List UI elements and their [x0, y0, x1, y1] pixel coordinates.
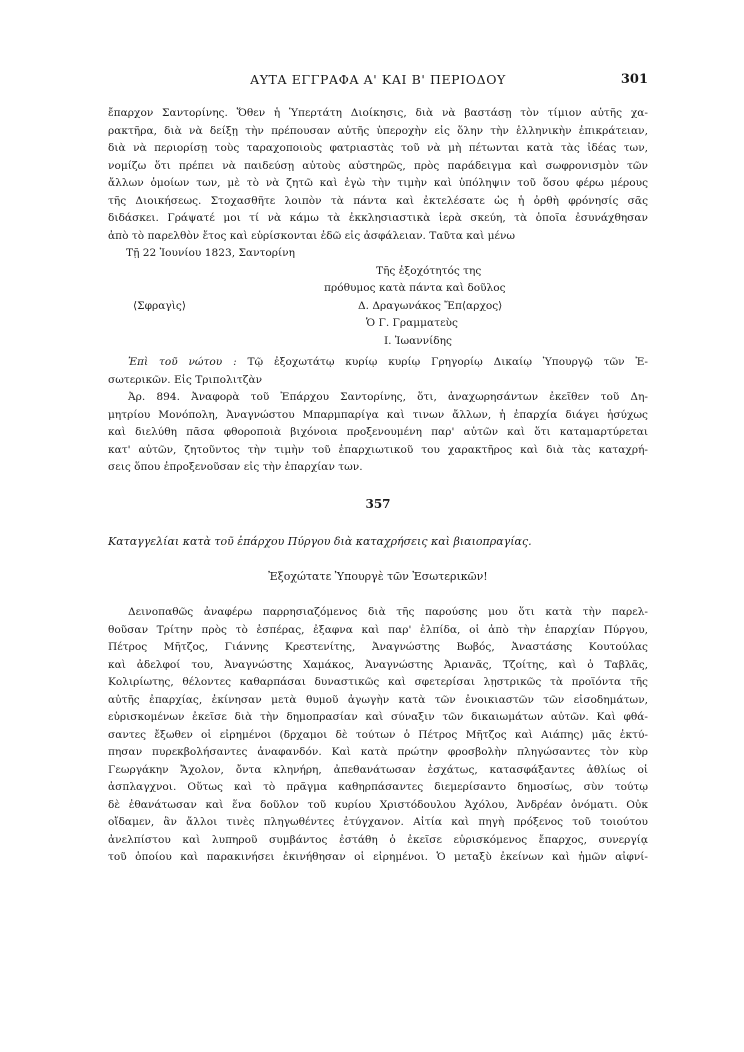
- letter-body: [108, 104, 648, 244]
- document-number: 357: [365, 497, 391, 511]
- body-line: δὲ ἐθανάτωσαν καὶ ἕνα δοῦλον τοῦ κυρίου Χριστόδουλου Ἀχόλου, Ἀνδρέαν ὀνόματι. Οὐκ: [108, 798, 648, 811]
- body-line: οἴδαμεν, ἂν ἄλλοι τινὲς πληγωθέντες ἐτύγχανον. Αἰτία καὶ πηγὴ πρόξενος τοῦ τοιούτου: [108, 816, 648, 828]
- address-line: [128, 353, 648, 371]
- salutation: Ἐξοχώτατε Ὑπουργὲ τῶν Ἐσωτερικῶν!: [268, 570, 488, 583]
- signatory: Δ. Δραγωνάκος Ἔπ⟨αρχος⟩: [358, 299, 503, 312]
- body-line: θοῦσαν Τρίτην πρὸς τὸ ἑσπέρας, ἐξαφνα καὶ παρ' ἐλπίδα, οἱ ἀπὸ τὴν ἐπαρχίαν Πύργου,: [108, 623, 648, 636]
- body-line: αὐτῆς ἐπαρχίας, ἐκίνησαν μετὰ θυμοῦ ἀγωγὴν κατὰ τῶν ἐνοικιαστῶν τῶν εἰσοδημάτων,: [108, 693, 648, 706]
- body-line: εὑρισκομένων ἐκεῖσε διὰ τὴν δημοπρασίαν καὶ σύναξιν τῶν δικαιωμάτων αὐτῶν. Καὶ φθά-: [108, 711, 648, 723]
- body-line: διδάσκει. Γράψατέ μοι τί νὰ κάμω τὰ ἐκκλησιαστικὰ ἱερὰ σκεύη, τὰ ὁποῖα ἐσυνάχθησαν: [108, 212, 648, 224]
- summary-line: κατ' αὐτῶν, ζητοῦντος τὴν τιμὴν τοῦ ἐπαρχιωτικοῦ του χαρακτῆρος καὶ διὰ τὰς καταχρή-: [108, 443, 648, 456]
- body-line: ἔπαρχον Σαντορίνης. Ὅθεν ἡ Ὑπερτάτη Διοίκησις, διὰ νὰ βαστάσῃ τὸν τίμιον αὐτῆς χα-: [108, 107, 648, 119]
- address-note: [108, 353, 648, 393]
- body-line: ἀσπλαγχνοι. Οὕτως καὶ τὸ πρᾶγμα καθηρπάσαντες διεμερίσαντο δημοσίως, σὺν τούτῳ: [108, 781, 648, 793]
- page-header: [108, 72, 648, 92]
- summary-line: σεις ὅπου ἐπροξενοῦσαν εἰς τὴν ἐπαρχίαν των.: [108, 461, 363, 473]
- body-line: Δεινοπαθῶς ἀναφέρω παρρησιαζόμενος διὰ τῆς παρούσης μου ὅτι κατὰ τὴν παρελ-: [128, 606, 648, 618]
- body-line: Πέτρος Μῆτζος, Γιάννης Κρεστενίτης, Ἀναγνώστης Βωβός, Ἀναστάσης Κουτούλας: [108, 641, 648, 653]
- body-line: τῆς Διοικήσεως. Στοχασθῆτε λοιπὸν τὰ πάντα καὶ ἐκτελέσατε ὡς ἡ ὀρθὴ φρόνησίς σᾶς: [108, 194, 648, 207]
- body-line: σαντες ἔξωθεν οἱ εἰρημένοι (δρχαμοι δὲ τούτων ὁ Πέτρος Μῆτζος καὶ Αιάπης) μᾶς ἐκτύ-: [108, 728, 648, 741]
- summary-line: Ἀρ. 894. Ἀναφορὰ τοῦ Ἐπάρχου Σαντορίνης, ὅτι, ἀναχωρησάντων ἐκεῖθεν τοῦ Δη-: [128, 391, 648, 403]
- summary-line: μητρίου Μονόπολη, Ἀναγνώστου Μπαρμπαρίγα καὶ τινων ἄλλων, ἡ ἐπαρχία διάγει ἡσύχως: [108, 408, 648, 421]
- running-title: ΑΥΤΑ ΕΓΓΡΑΦΑ Α' ΚΑΙ Β' ΠΕΡΙΟΔΟΥ: [250, 72, 506, 87]
- body-line: πησαν πυρεκβολήσαντες ἀναφανδόν. Καὶ κατὰ πρώτην φροσβολὴν πληγώσαντες τὸν κὺρ: [108, 746, 648, 758]
- closing-line: πρόθυμος κατὰ πάντα καὶ δοῦλος: [324, 282, 506, 294]
- body-line: ἄλλων ὁμοίων των, μὲ τὸ νὰ ζητῶ καὶ ἐγὼ τὴν τιμὴν καὶ ὑπόληψιν τοῦ ὅσου φέρω μέρους: [108, 177, 648, 189]
- signatory: Ὁ Γ. Γραμματεὺς: [366, 317, 458, 329]
- body-line: νομίζω ὅτι πρέπει νὰ παιδεύσῃ αὐτοὺς αὐστηρῶς, πρὸς παράδειγμα καὶ σωφρονισμὸν τῶν: [108, 159, 648, 172]
- body-line: ἀπὸ τὸ παρελθὸν ἔτος καὶ εὑρίσκονται ἐδῶ εἰς ἀσφάλειαν. Ταῦτα καὶ μένω: [108, 229, 516, 242]
- body-line: Κολιρίωτης, θέλοντες καθαρπάσαι δυναστικῶς καὶ σφετερίσαι λῃστρικῶς τὰ προϊόντα τῆς: [108, 676, 648, 688]
- body-line: ἀνελπίστου καὶ λυπηροῦ συμβάντος ἐστάθη ὁ ἐκεῖσε εὑρισκόμενος ἔπαρχος, συνεργίᾳ: [108, 833, 648, 846]
- document-title: Καταγγελίαι κατὰ τοῦ ἐπάρχου Πύργου διὰ καταχρήσεις καὶ βιαιοπραγίας.: [108, 535, 532, 548]
- summary-line: καὶ διελύθη πᾶσα φθοροποιὰ βιχόνοια προξενουμένη παρ' αὐτῶν καὶ ὅτι καταμαρτύρεται: [108, 426, 648, 438]
- signatory: Ι. Ἰωαννίδης: [384, 334, 452, 347]
- body-line: τοῦ ὁποίου καὶ παρακινήσει ἐκινήθησαν οἱ εἰρημένοι. Ὁ μεταξὺ ἐκείνων καὶ ἡμῶν αἰφνί-: [108, 851, 648, 863]
- date-place: Τῇ 22 Ἰουνίου 1823, Σαντορίνη: [126, 247, 295, 259]
- seal-note: ⟨Σφραγὶς⟩: [133, 299, 186, 312]
- body-line: ρακτῆρα, διὰ νὰ δείξῃ τὴν πρέπουσαν αὐτῆς ὑπεροχὴν εἰς ὅλην τὴν ἑλληνικὴν ἐπικράτειαν,: [108, 124, 648, 137]
- body-line: Γεωργάκην Ἄχολον, ὄντα κληνήρη, ἀπεθανάτωσαν ἐσχάτως, κατασφάξαντες ἀθλίως οἱ: [108, 763, 648, 776]
- address-text: Τῷ ἐξοχωτάτῳ κυρίῳ κυρίῳ Γρηγορίῳ Δικαίῳ Ὑπουργῷ τῶν Ἐ-: [247, 356, 648, 368]
- body-line: καὶ ἀδελφοί του, Ἀναγνώστης Χαμάκος, Ἀναγνώστης Ἀριανᾶς, Τζοίτης, καὶ ὁ Ταβλᾶς,: [108, 658, 648, 671]
- letter-closing: [108, 244, 648, 347]
- archive-summary: [108, 388, 648, 478]
- letter-body: [108, 603, 648, 873]
- address-label: Ἐπὶ τοῦ νώτου :: [128, 356, 237, 368]
- closing-line: Τῆς ἐξοχότητός της: [376, 264, 482, 277]
- address-line: σωτερικῶν. Εἰς Τριπολιτζὰν: [108, 373, 263, 386]
- body-line: διὰ νὰ περιορίσῃ τοὺς ταραχοποιοὺς φατριαστὰς τοῦ νὰ μὴ πέτωνται κατὰ τὰς ἰδέας των,: [108, 142, 648, 154]
- page-number: 301: [620, 72, 648, 87]
